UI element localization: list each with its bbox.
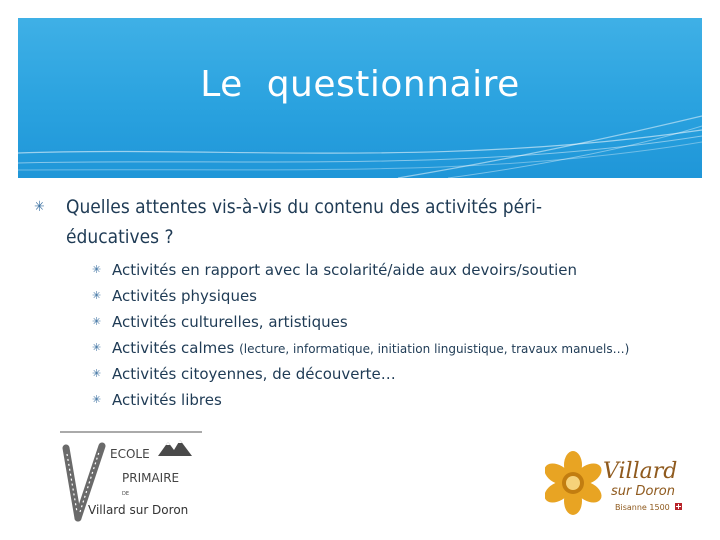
list-item — [92, 335, 702, 361]
ecole-text-4: Villard sur Doron — [88, 503, 189, 517]
asterisk-bullet-icon: ✳ — [92, 393, 102, 406]
main-bullet — [34, 192, 684, 252]
asterisk-bullet-icon: ✳ — [92, 367, 102, 380]
sub-bullet-list — [92, 257, 702, 413]
asterisk-bullet-icon: ✳ — [92, 315, 102, 328]
sub-bullet-label: Activités libres — [112, 391, 222, 409]
sub-bullet-label: Activités culturelles, artistiques — [112, 313, 348, 331]
ecole-primaire-logo — [58, 428, 208, 524]
list-item — [92, 387, 702, 413]
villard-name: Villard — [603, 459, 678, 484]
sub-bullet-label: Activités physiques — [112, 287, 257, 305]
title-banner — [18, 18, 702, 178]
asterisk-bullet-icon: ✳ — [92, 341, 102, 354]
slide-title: Le questionnaire — [200, 64, 520, 105]
sub-bullet-label — [112, 335, 629, 362]
villard-subname: sur Doron — [611, 484, 675, 499]
list-item — [92, 309, 702, 335]
sub-bullet-label: Activités citoyennes, de découverte… — [112, 365, 396, 383]
ecole-text-1: ECOLE — [110, 447, 150, 461]
asterisk-bullet-icon: ✳ — [34, 199, 45, 215]
main-bullet-line2: éducatives ? — [66, 226, 174, 248]
list-item — [92, 361, 702, 387]
edelweiss-flower-icon — [545, 451, 605, 515]
sub-bullet-main-text: Activités calmes — [112, 339, 240, 357]
villard-sur-doron-logo — [545, 450, 695, 520]
ecole-text-2: PRIMAIRE — [122, 471, 180, 485]
sub-bullet-label: Activités en rapport avec la scolarité/aide aux devoirs/soutien — [112, 261, 577, 279]
ecole-text-3: DE — [122, 491, 130, 497]
asterisk-bullet-icon: ✳ — [92, 263, 102, 276]
list-item — [92, 257, 702, 283]
villard-resort: Bisanne 1500 — [615, 503, 670, 512]
asterisk-bullet-icon: ✳ — [92, 289, 102, 302]
sub-bullet-detail: (lecture, informatique, initiation linguistique, travaux manuels…) — [239, 342, 630, 356]
main-bullet-line1: Quelles attentes vis-à-vis du contenu des activités péri- — [66, 196, 543, 218]
list-item — [92, 283, 702, 309]
